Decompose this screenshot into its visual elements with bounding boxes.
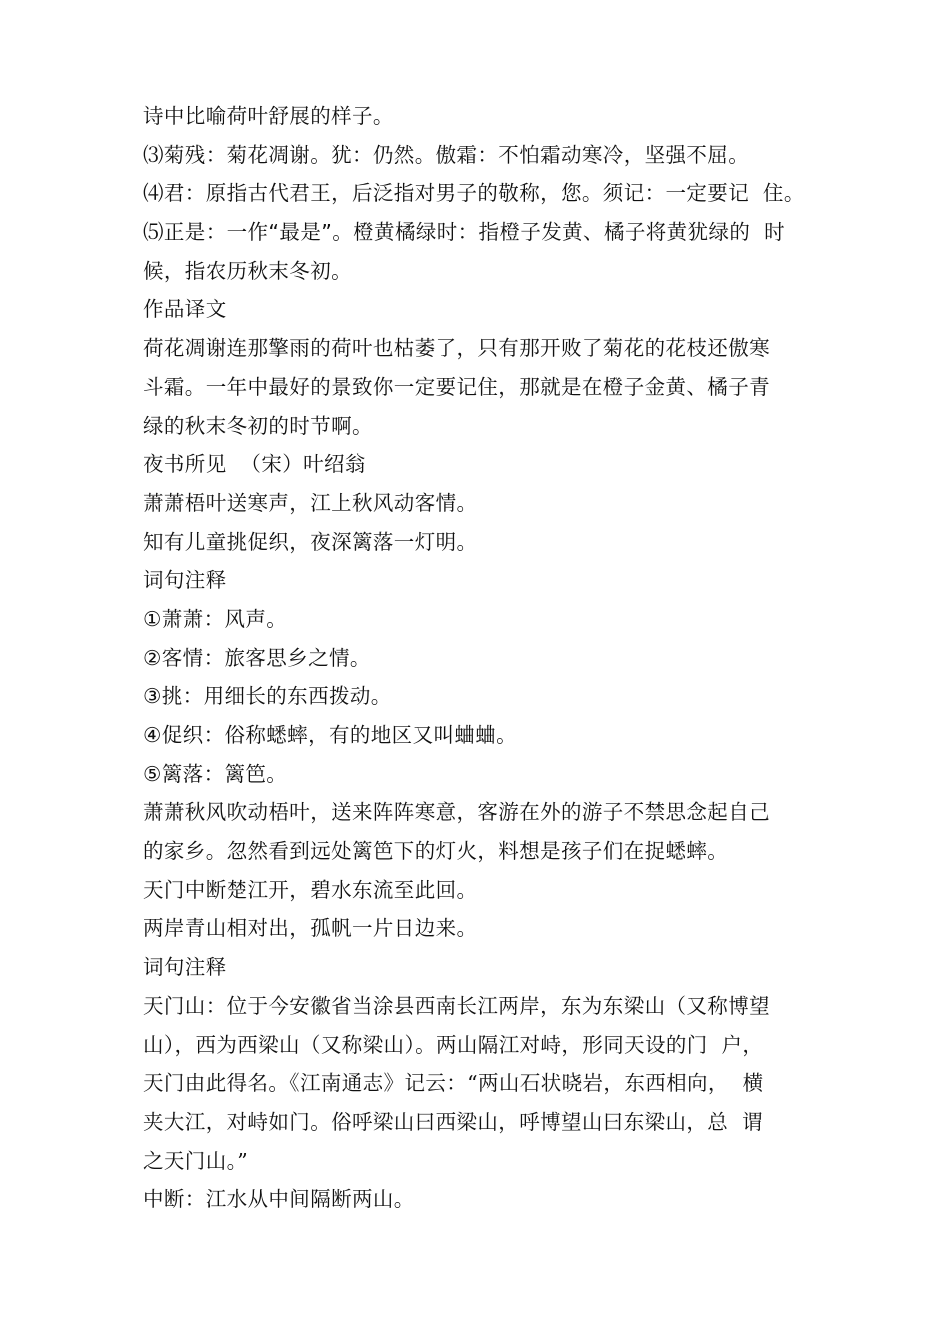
text-line: 之天门山。” (143, 1148, 249, 1173)
section-heading: 词句注释 (143, 568, 227, 593)
text-line: 天门山：位于今安徽省当涂县西南长江两岸，东为东梁山（又称博望 (143, 993, 770, 1018)
text-line: 绿的秋末冬初的时节啊。 (143, 413, 373, 438)
text-line: ⑸正是：一作“最是”。橙黄橘绿时：指橙子发黄、橘子将黄犹绿的 时 (143, 220, 785, 245)
poem-line: 知有儿童挑促织，夜深篱落一灯明。 (143, 529, 478, 554)
poem-line: 天门中断楚江开，碧水东流至此回。 (143, 877, 478, 902)
document-body (143, 97, 833, 1219)
text-line: 荷花凋谢连那擎雨的荷叶也枯萎了，只有那开败了菊花的花枝还傲寒 (143, 336, 770, 361)
text-line: ⑷君：原指古代君王，后泛指对男子的敬称，您。须记：一定要记 住。 (143, 181, 805, 206)
text-line: 的家乡。忽然看到远处篱笆下的灯火，料想是孩子们在捉蟋蟀。 (143, 839, 729, 864)
poem-line: 萧萧梧叶送寒声，江上秋风动客情。 (143, 490, 478, 515)
section-heading: 作品译文 (143, 297, 227, 322)
text-line: 斗霜。一年中最好的景致你一定要记住，那就是在橙子金黄、橘子青 (143, 374, 770, 399)
text-line: 天门由此得名。《江南通志》记云：“两山石状晓岩，东西相向， 横 (143, 1071, 764, 1096)
text-line: 夹大江，对峙如门。俗呼梁山曰西梁山，呼博望山曰东梁山，总 谓 (143, 1109, 763, 1134)
section-heading: 词句注释 (143, 955, 227, 980)
text-line: 山），西为西梁山（又称梁山）。两山隔江对峙，形同天设的门 户， (143, 1032, 764, 1057)
text-line: ②客情：旅客思乡之情。 (143, 645, 371, 670)
poem-line: 两岸青山相对出，孤帆一片日边来。 (143, 916, 478, 941)
text-line: ③挑：用细长的东西拨动。 (143, 684, 392, 709)
text-line: 萧萧秋风吹动梧叶，送来阵阵寒意，客游在外的游子不禁思念起自己 (143, 800, 770, 825)
text-line: 候，指农历秋末冬初。 (143, 258, 352, 283)
poem-title: 夜书所见 （宋）叶绍翁 (143, 452, 366, 477)
text-line: 中断：江水从中间隔断两山。 (143, 1187, 415, 1212)
text-line: ①萧萧：风声。 (143, 606, 288, 631)
text-line: ④促织：俗称蟋蟀，有的地区又叫蛐蛐。 (143, 723, 518, 747)
text-line: 诗中比喻荷叶舒展的样子。 (143, 104, 394, 128)
text-line: ⑶菊残：菊花凋谢。犹：仍然。傲霜：不怕霜动寒冷，坚强不屈。 (143, 142, 750, 167)
text-line: ⑤篱落：篱笆。 (143, 761, 288, 786)
